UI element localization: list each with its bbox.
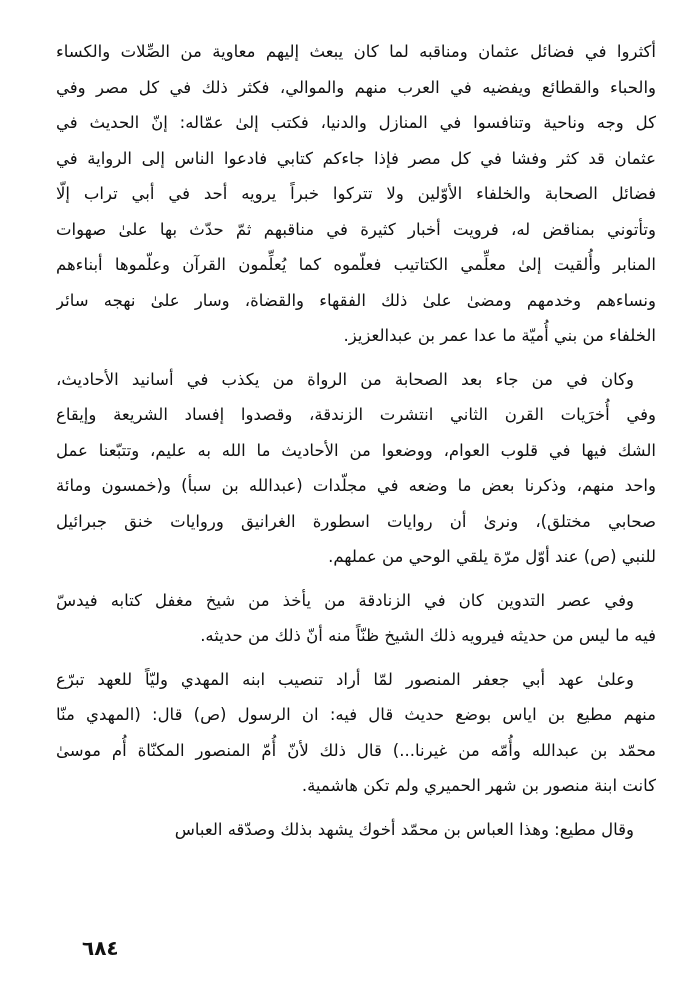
paragraph-1: [56, 34, 656, 354]
text-line: المنابر وأُلقيت إلىٰ معلِّمي الكتاتيب فعلّموه كما يُعلِّمون القرآن وعلّموها أبناءهم: [56, 255, 656, 274]
paragraph-4: [56, 662, 656, 804]
paragraph-spacer: [56, 654, 656, 662]
paragraph-3: [56, 583, 656, 654]
text-line: وكان في من جاء بعد الصحابة من الرواة من يكذب في أسانيد الأحاديث،: [56, 369, 634, 389]
text-line: الشك فيها في قلوب العوام، ووضعوا من الأحاديث ما الله به عليم، وتتبّعنا عمل: [56, 440, 656, 460]
page-number: ٦٨٤: [82, 936, 119, 960]
text-line: والحباء والقطائع ويفضيه في العرب منهم والموالي، فكثر ذلك في كل مصر وفي: [56, 77, 656, 97]
text-line: فيه ما ليس من حديثه فيرويه ذلك الشيخ ظنّاً منه أنّ ذلك من حديثه.: [200, 626, 656, 645]
text-line: ونساءهم وخدمهم ومضىٰ علىٰ ذلك الفقهاء والقضاة، وسار علىٰ نهجه سائر: [56, 290, 656, 310]
text-line: أكثروا في فضائل عثمان ومناقبه لما كان يبعث إليهم معاوية من الصِّلات والكساء: [56, 42, 656, 61]
text-line: واحد منهم، وذكرنا بعض ما وضعه في مجلّدات (عبدالله بن سبأ) و(خمسون ومائة: [56, 476, 656, 495]
paragraph-5: [56, 812, 656, 848]
text-line: كل وجه وناحية وتنافسوا في المنازل والدنيا، فكتب إلىٰ عمّاله: إنّ الحديث في: [56, 113, 656, 132]
text-line: فضائل الصحابة والخلفاء الأوّلين ولا تتركوا خبراً يرويه أحد في أبي تراب إلّا: [56, 184, 656, 203]
paragraph-spacer: [56, 804, 656, 812]
text-line: منهم مطيع بن اياس بوضع حديث قال فيه: ان الرسول (ص) قال: (المهدي منّا: [56, 705, 656, 724]
text-line: وفي أُخرَيات القرن الثاني انتشرت الزندقة، وقصدوا إفساد الشريعة وإيقاع: [56, 405, 656, 424]
paragraph-spacer: [56, 354, 656, 362]
text-line: وتأتوني بمناقض له، فرويت أخبار كثيرة في مناقبهم ثمّ حدّث بها علىٰ صهوات: [56, 219, 656, 239]
text-line: وقال مطيع: وهذا العباس بن محمّد أخوك يشهد بذلك وصدّقه العباس: [174, 819, 634, 839]
text-line: كانت ابنة منصور بن شهر الحميري ولم تكن هاشمية.: [301, 776, 656, 795]
text-line: عثمان قد كثر وفشا في كل مصر فإذا جاءكم كتابي فادعوا الناس إلى الرواية في: [56, 148, 656, 168]
paragraph-2: [56, 362, 656, 575]
paragraph-spacer: [56, 575, 656, 583]
text-line: صحابي مختلق)، ونرىٰ أن روايات اسطورة الغرانيق وروايات خنق جبرائيل: [56, 511, 656, 531]
text-line: وفي عصر التدوين كان في الزنادقة من يأخذ من شيخ مغفل كتابه فيدسّ: [56, 590, 634, 610]
text-line: محمّد بن عبدالله وأُمّه من غيرنا...) قال ذلك لأنّ أُمّ المنصور المكنّاة أُم موسىٰ: [56, 740, 656, 760]
text-line: وعلىٰ عهد أبي جعفر المنصور لمّا أراد تنصيب ابنه المهدي وليّاً للعهد تبرّع: [56, 669, 634, 689]
page-body: [56, 34, 656, 847]
text-line: للنبي (ص) عند أوّل مرّة يلقي الوحي من عملهم.: [328, 547, 656, 566]
text-line: الخلفاء من بني أُميّة ما عدا عمر بن عبدالعزيز.: [343, 326, 656, 345]
